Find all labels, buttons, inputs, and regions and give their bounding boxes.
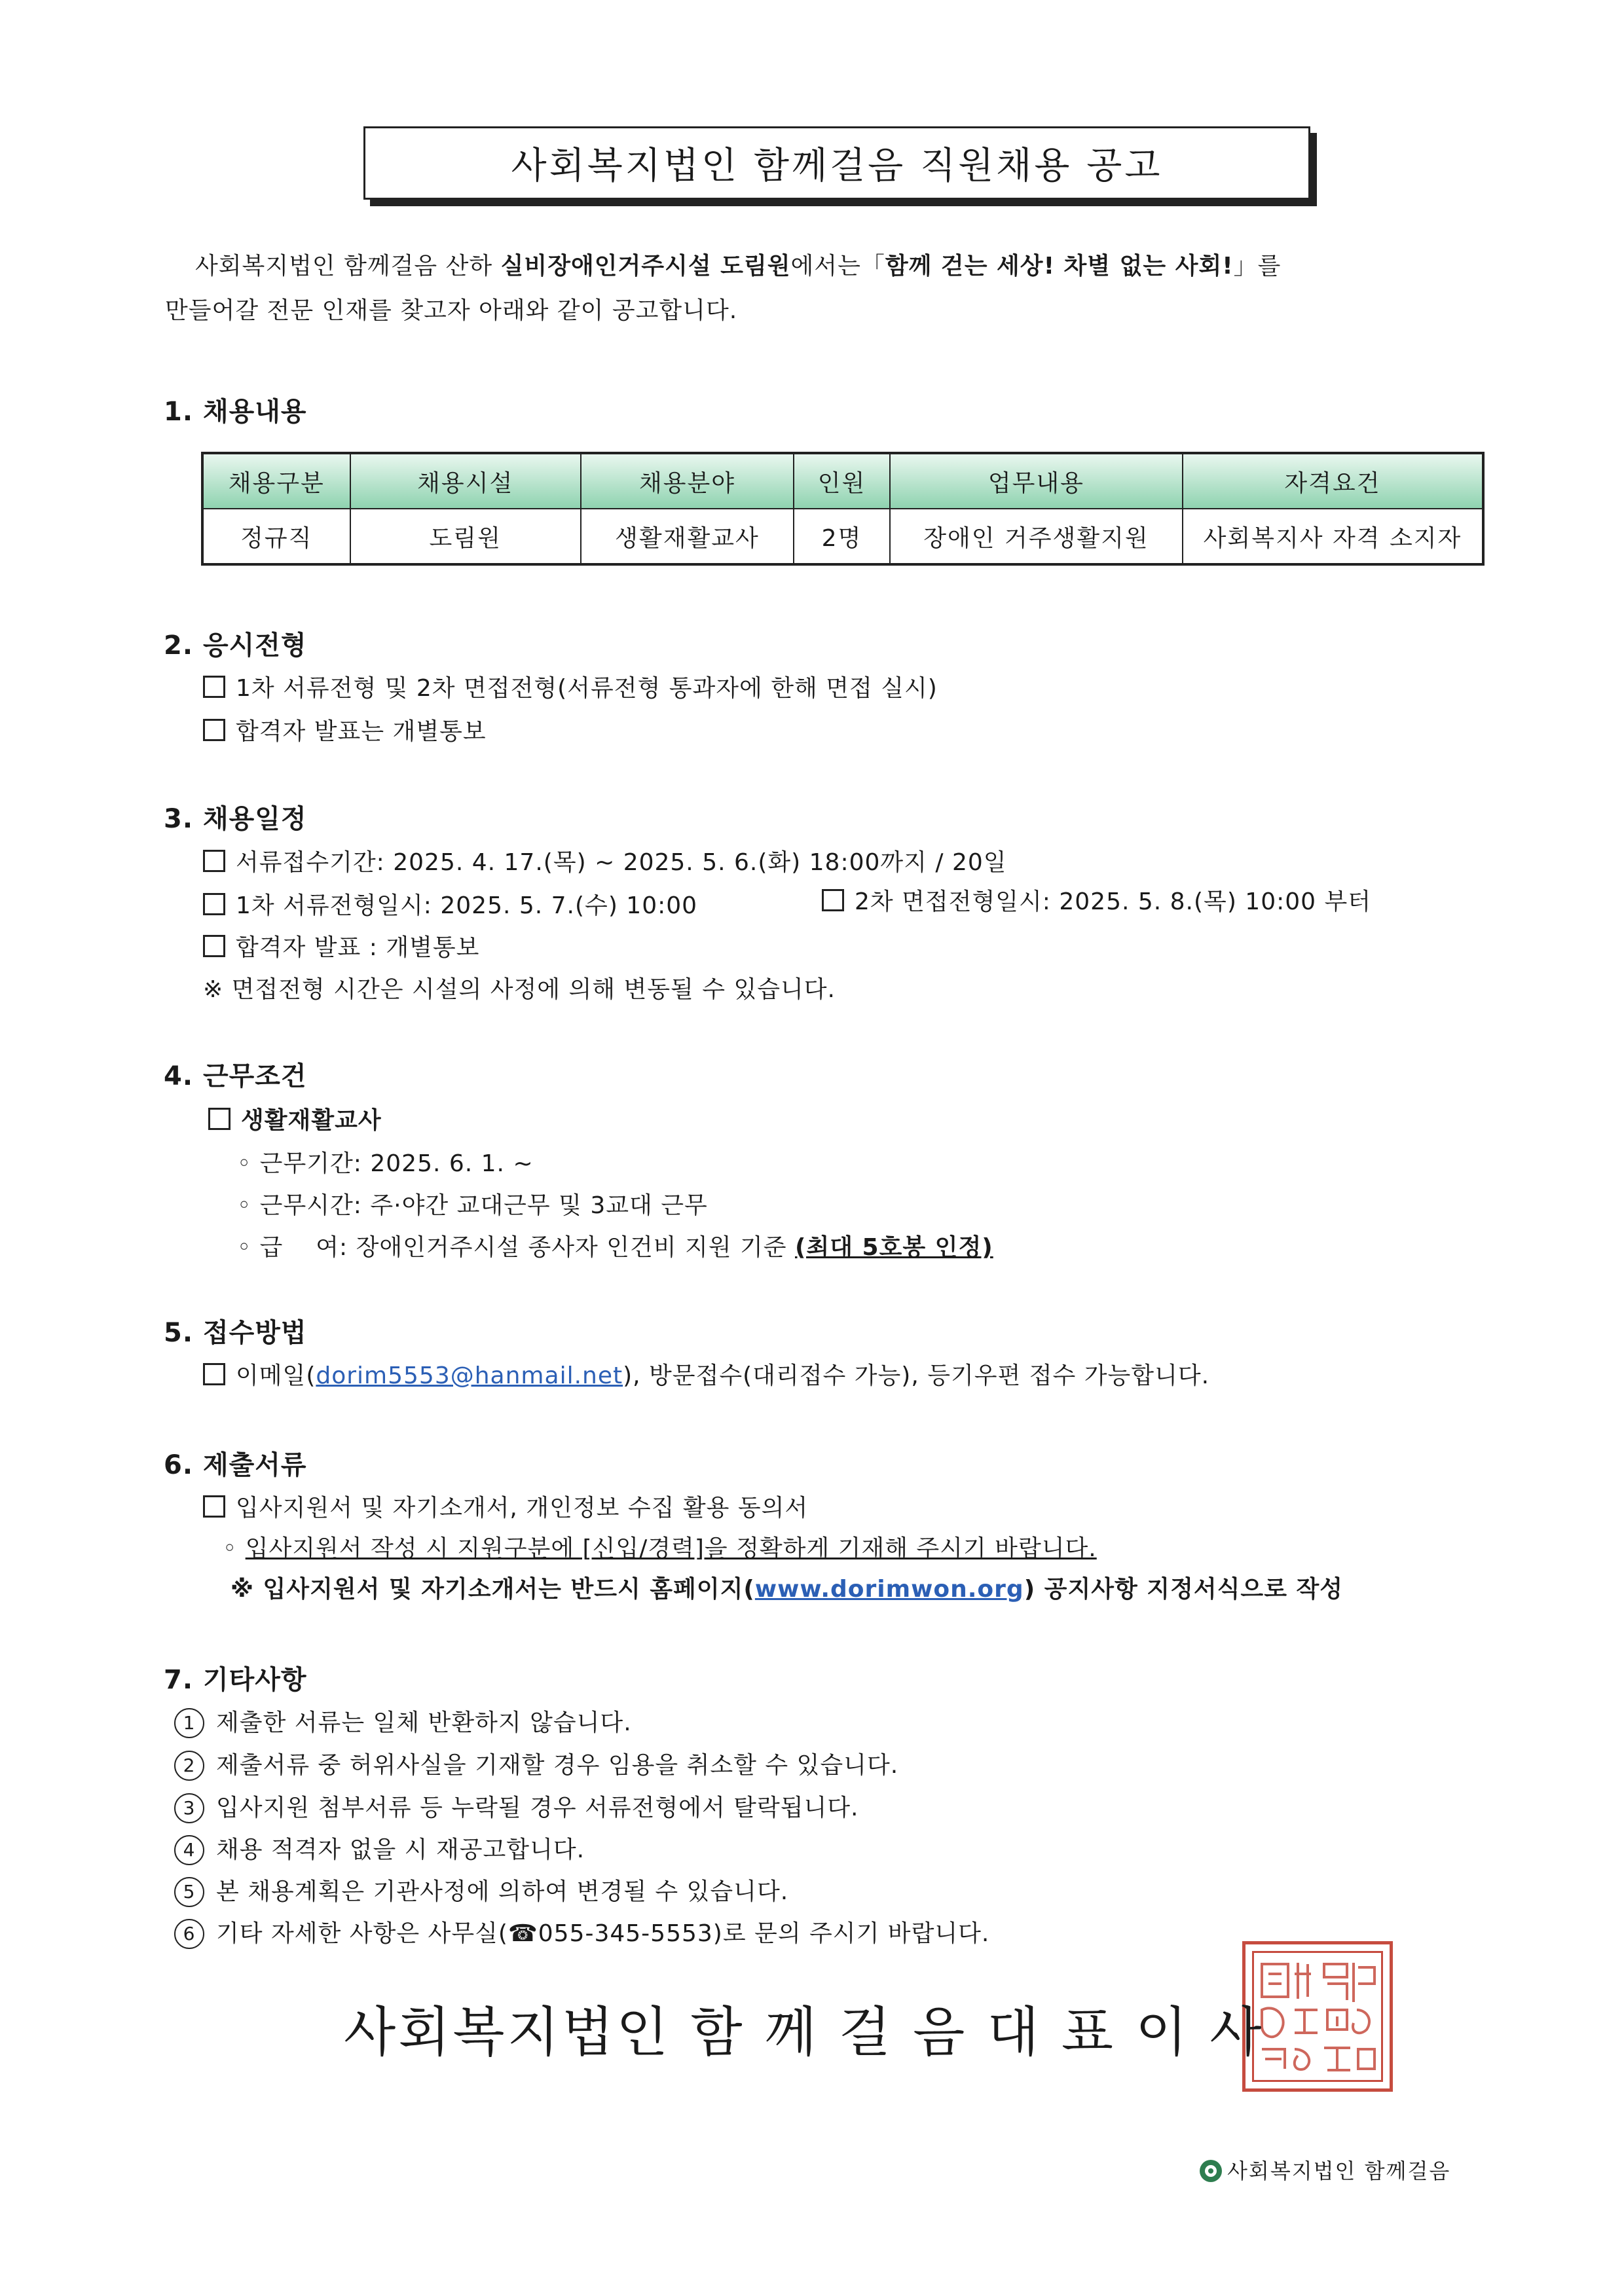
list-item [174,1834,585,1866]
checkbox-square-icon [203,1495,225,1518]
list-item-text: 2차 면접전형일시: 2025. 5. 8.(목) 10:00 부터 [855,888,1372,915]
list-item [203,847,1007,879]
intro-text: 에서는「 [790,253,885,280]
checkbox-square-icon [822,889,844,911]
intro-line-2: 만들어갈 전문 인재를 찾고자 아래와 같이 공고합니다. [165,297,738,324]
footer [1198,2158,1450,2184]
table-header-cell: 채용구분 [202,453,350,509]
list-item [174,1750,898,1781]
table-cell: 사회복지사 자격 소지자 [1183,509,1483,564]
list-item [174,1918,989,1950]
facility-name: 실비장애인거주시설 도림원 [500,253,791,280]
list-item-text: 1차 서류전형일시: 2025. 5. 7.(수) 10:00 [236,892,698,919]
section-heading-6: 6. 제출서류 [164,1450,307,1480]
table-cell: 정규직 [202,509,350,564]
section-heading-2: 2. 응시전형 [164,630,307,661]
list-item-text: 입사지원서 및 자기소개서, 개인정보 수집 활용 동의서 [236,1495,809,1522]
table-header-cell: 채용시설 [350,453,581,509]
section-heading-3: 3. 채용일정 [164,804,307,834]
table-header-cell: 자격요건 [1183,453,1483,509]
list-item [203,890,697,922]
list-item-text: 합격자 발표 : 개별통보 [236,934,480,961]
list-item-text: 채용 적격자 없을 시 재공고합니다. [216,1836,585,1863]
salary-text: ◦ 급 여: 장애인거주시설 종사자 인건비 지원 기준 [237,1234,795,1261]
list-item [174,1707,632,1739]
note: ※ 면접전형 시간은 시설의 사정에 의해 변동될 수 있습니다. [203,976,836,1003]
signature: 사회복지법인 함 께 걸 음 대 표 이 사 [344,2001,1264,2064]
item-number: 5 [174,1877,204,1907]
method-text: 이메일( [236,1362,316,1389]
list-item-text: 1차 서류전형 및 2차 면접전형(서류전형 통과자에 한해 면접 실시) [236,675,938,702]
email-link[interactable]: dorim5553@hanmail.net [316,1362,623,1389]
form-note-text: ※ 입사지원서 및 자기소개서는 반드시 홈페이지( [231,1576,755,1603]
table-header-cell: 업무내용 [890,453,1183,509]
table-header-cell: 채용분야 [581,453,794,509]
table-cell: 도림원 [350,509,581,564]
intro-text: 사회복지법인 함께걸음 산하 [195,253,501,280]
form-note-text: ) 공지사항 지정서식으로 작성 [1024,1576,1344,1603]
checkbox-square-icon [203,935,225,957]
footer-text: 사회복지법인 함께걸음 [1227,2159,1451,2183]
website-link[interactable]: www.dorimwon.org [754,1576,1024,1603]
organization-logo-icon [1198,2159,1223,2183]
table-cell: 2명 [794,509,890,564]
list-item-text: 서류접수기간: 2025. 4. 17.(목) ~ 2025. 5. 6.(화) 18:00까지 / 20일 [236,849,1007,876]
subheading-text: 생활재활교사 [241,1107,382,1134]
list-item [203,673,938,704]
form-note [231,1574,1343,1605]
checkbox-square-icon [203,893,225,915]
checkbox-square-icon [203,676,225,698]
list-item-text: 기타 자세한 사항은 사무실(☎055-345-5553)로 문의 주시기 바랍니다. [216,1920,990,1947]
slogan: 함께 걷는 세상! 차별 없는 사회! [885,253,1234,280]
section-heading-5: 5. 접수방법 [164,1318,307,1348]
sub-note [223,1533,1097,1565]
list-item [174,1793,859,1824]
bullet: ◦ [223,1535,246,1562]
list-item [203,932,479,964]
application-method [203,1360,1209,1392]
list-item [203,1493,808,1524]
work-hours: ◦ 근무시간: 주·야간 교대근무 및 3교대 근무 [237,1192,708,1219]
intro-line-1 [195,251,1281,282]
list-item-text: 입사지원 첨부서류 등 누락될 경우 서류전형에서 탈락됩니다. [216,1795,859,1821]
list-item-text: 제출서류 중 허위사실을 기재할 경우 임용을 취소할 수 있습니다. [216,1752,899,1779]
work-period: ◦ 근무기간: 2025. 6. 1. ~ [237,1150,534,1177]
subheading [208,1105,382,1137]
list-item [174,1876,788,1908]
title-box [363,126,1310,200]
item-number: 4 [174,1835,204,1865]
checkbox-square-icon [203,1363,225,1385]
section-heading-7: 7. 기타사항 [164,1665,307,1695]
official-seal [1242,1941,1393,2092]
table-cell: 장애인 거주생활지원 [890,509,1183,564]
sub-note-text: 입사지원서 작성 시 지원구분에 [신입/경력]을 정확하게 기재해 주시기 바랍니다. [245,1535,1097,1562]
item-number: 1 [174,1708,204,1738]
section-heading-1: 1. 채용내용 [164,397,307,427]
checkbox-square-icon [208,1108,231,1130]
salary [237,1232,993,1264]
salary-note: (최대 5호봉 인정) [795,1234,993,1261]
list-item-text: 본 채용계획은 기관사정에 의하여 변경될 수 있습니다. [216,1878,789,1905]
item-number: 2 [174,1751,204,1781]
item-number: 6 [174,1919,204,1949]
list-item [822,886,1371,918]
page-title: 사회복지법인 함께걸음 직원채용 공고 [511,145,1163,187]
list-item [203,716,487,748]
list-item-text: 합격자 발표는 개별통보 [236,718,487,745]
method-text: ), 방문접수(대리접수 가능), 등기우편 접수 가능합니다. [623,1362,1210,1389]
item-number: 3 [174,1793,204,1823]
table-header-cell: 인원 [794,453,890,509]
checkbox-square-icon [203,850,225,872]
intro-text: 」를 [1233,253,1282,280]
seal-glyphs [1246,1944,1390,2088]
table-header-row [202,453,1483,509]
list-item-text: 제출한 서류는 일체 반환하지 않습니다. [216,1709,632,1736]
section-heading-4: 4. 근무조건 [164,1061,307,1091]
table-row [202,509,1483,564]
checkbox-square-icon [203,719,225,741]
table-cell: 생활재활교사 [581,509,794,564]
recruitment-table [201,452,1485,566]
